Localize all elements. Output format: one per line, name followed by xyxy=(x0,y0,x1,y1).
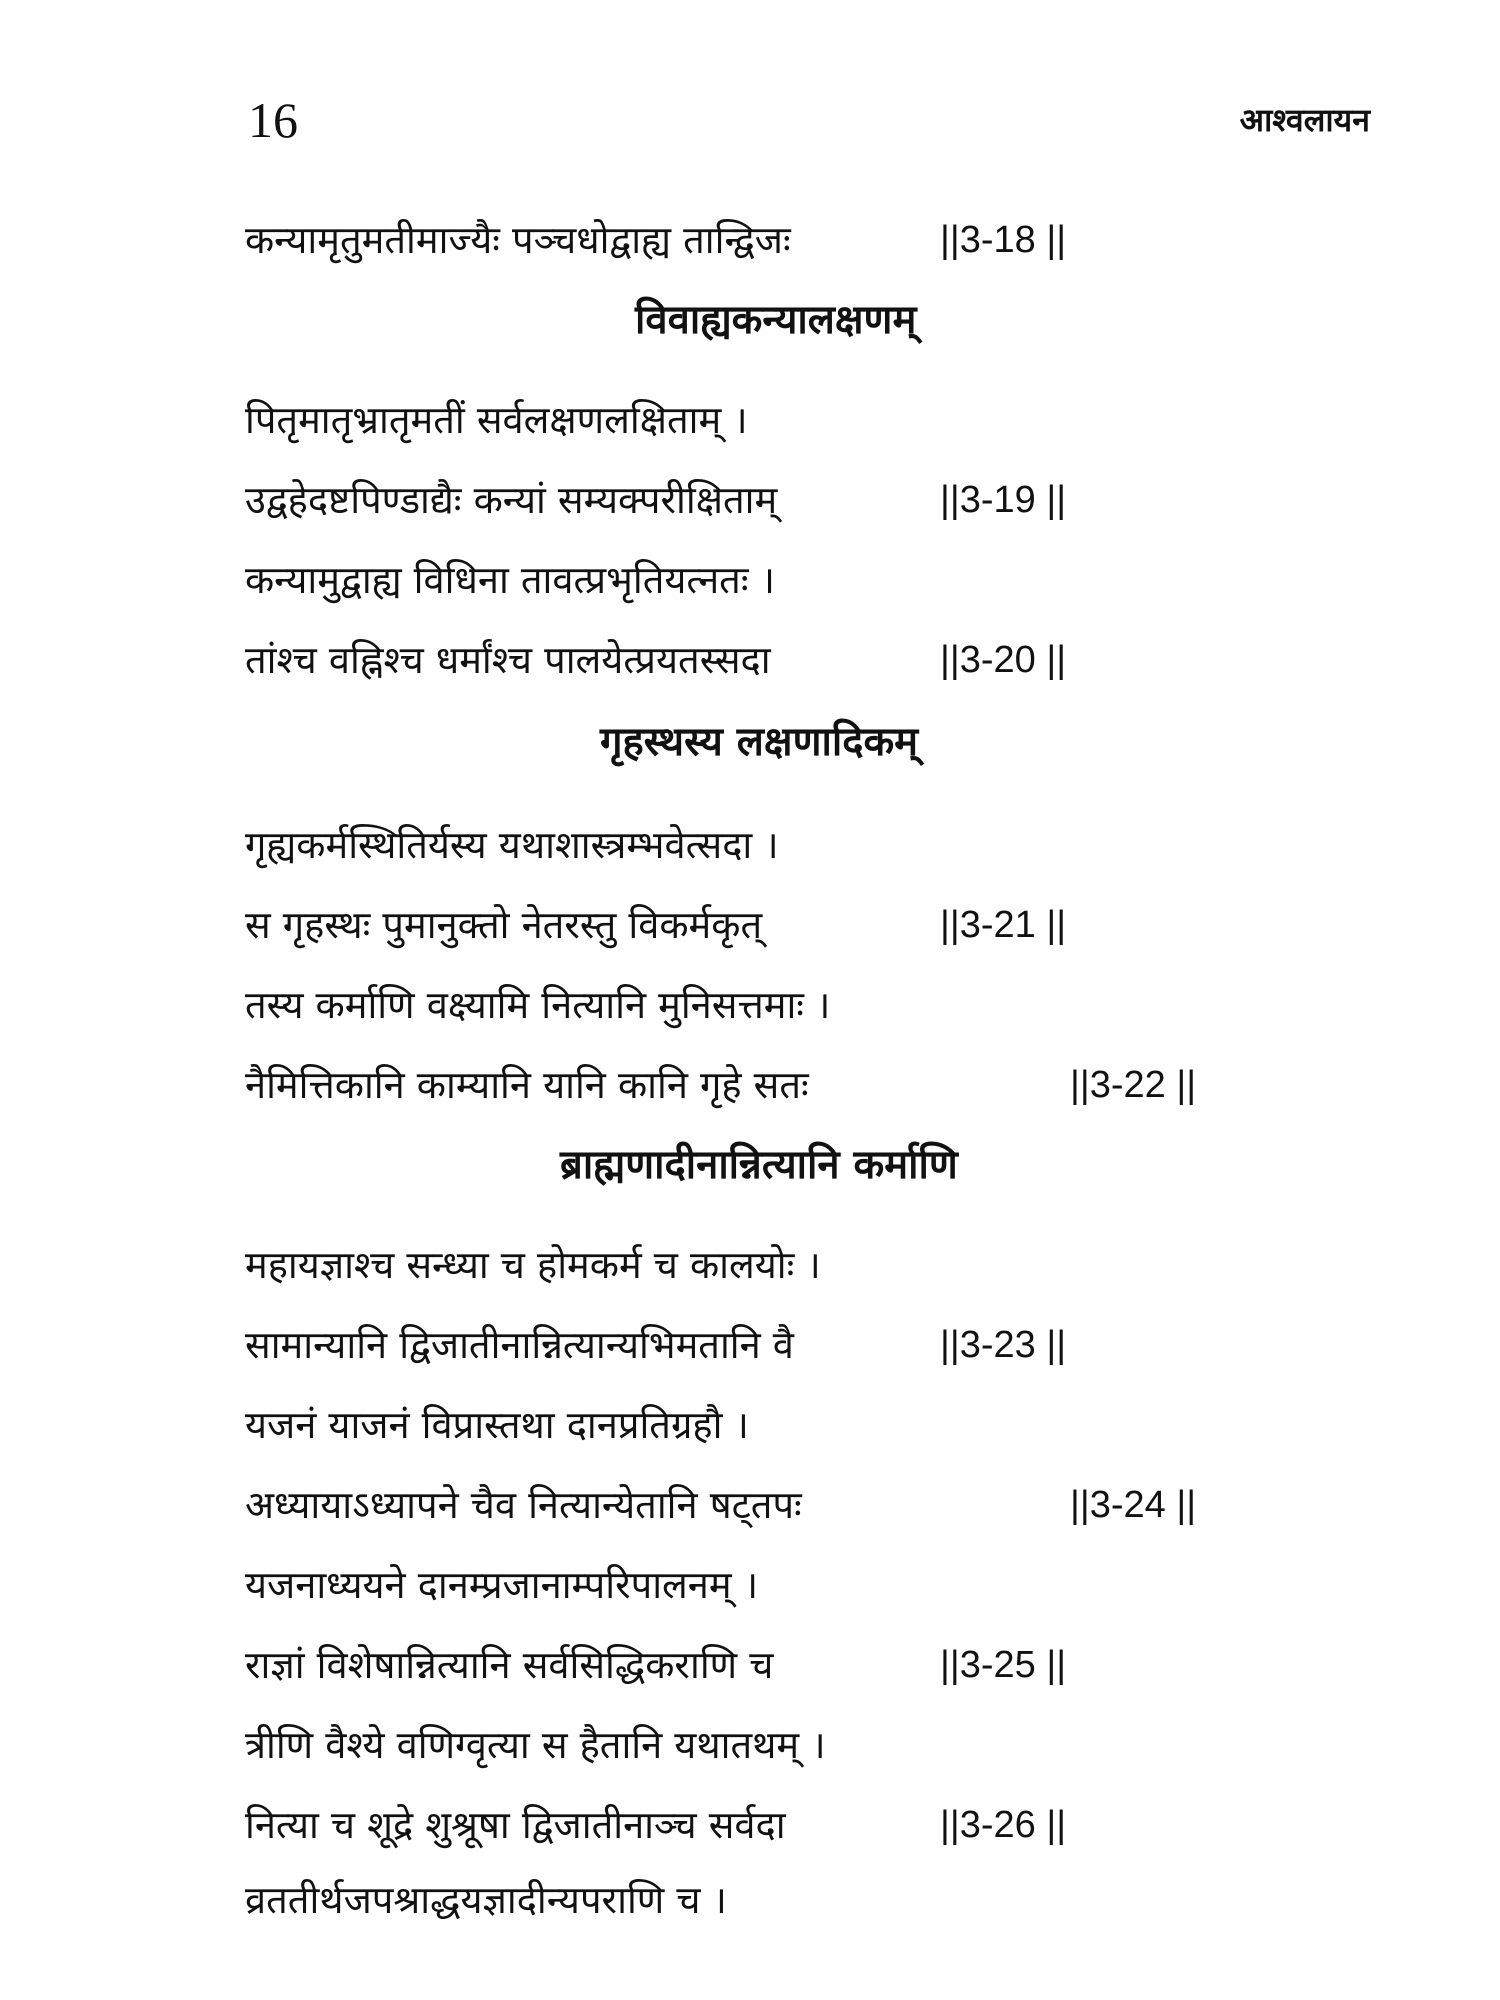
verse-line: नित्या च शूद्रे शुश्रूषा द्विजातीनाञ्च सर्वदा xyxy=(245,1803,786,1847)
verse-number: ||3-23 || xyxy=(940,1324,1067,1366)
verse-line: सामान्यानि द्विजातीनान्नित्यान्यभिमतानि वै xyxy=(245,1323,794,1367)
verse-line: अध्यायाऽध्यापने चैव नित्यान्येतानि षट्तपः xyxy=(245,1483,802,1527)
verse-number: ||3-26 || xyxy=(940,1804,1067,1846)
verse-line: त्रीणि वैश्ये वणिग्वृत्या स हैतानि यथातथम् । xyxy=(245,1723,826,1767)
verse-line: यजनं याजनं विप्रास्तथा दानप्रतिग्रहौ । xyxy=(245,1403,749,1447)
verse-number: ||3-21 || xyxy=(940,904,1067,946)
verse-line: कन्यामृतुमतीमाज्यैः पञ्चधोद्वाह्य तान्द्विजः xyxy=(245,218,791,262)
verse-line: यजनाध्ययने दानम्प्रजानाम्परिपालनम् । xyxy=(245,1563,759,1607)
section-heading: ब्राह्मणादीनान्नित्यानि कर्माणि xyxy=(560,1141,958,1188)
verse-number: ||3-18 || xyxy=(940,219,1067,261)
running-header-title: आश्वलायन xyxy=(1239,101,1370,139)
verse-line: नैमित्तिकानि काम्यानि यानि कानि गृहे सतः xyxy=(245,1063,809,1107)
verse-line: पितृमातृभ्रातृमतीं सर्वलक्षणलक्षिताम् । xyxy=(245,398,748,442)
verse-number: ||3-19 || xyxy=(940,479,1067,521)
verse-line: तांश्च वह्निश्च धर्मांश्च पालयेत्प्रयतस्सदा xyxy=(245,638,771,682)
verse-line: व्रततीर्थजपश्राद्धयज्ञादीन्यपराणि च । xyxy=(245,1878,727,1922)
section-heading: विवाह्यकन्यालक्षणम् xyxy=(635,296,917,343)
verse-line: राज्ञां विशेषान्नित्यानि सर्वसिद्धिकराणि च xyxy=(245,1643,774,1687)
section-heading: गृहस्थस्य लक्षणादिकम् xyxy=(600,718,919,765)
verse-line: उद्वहेदष्टपिण्डाद्यैः कन्यां सम्यक्परीक्षिताम् xyxy=(245,478,778,522)
verse-number: ||3-20 || xyxy=(940,639,1067,681)
page-number: 16 xyxy=(248,92,298,148)
verse-number: ||3-25 || xyxy=(940,1644,1067,1686)
verse-line: महायज्ञाश्च सन्ध्या च होमकर्म च कालयोः । xyxy=(245,1243,821,1287)
verse-number: ||3-24 || xyxy=(1070,1484,1197,1526)
verse-line: कन्यामुद्वाह्य विधिना तावत्प्रभृतियत्नतः । xyxy=(245,558,775,602)
verse-line: स गृहस्थः पुमानुक्तो नेतरस्तु विकर्मकृत् xyxy=(245,903,763,947)
verse-number: ||3-22 || xyxy=(1070,1064,1197,1106)
verse-line: गृह्यकर्मस्थितिर्यस्य यथाशास्त्रम्भवेत्सदा । xyxy=(245,823,779,867)
verse-line: तस्य कर्माणि वक्ष्यामि नित्यानि मुनिसत्तमाः । xyxy=(245,983,831,1027)
